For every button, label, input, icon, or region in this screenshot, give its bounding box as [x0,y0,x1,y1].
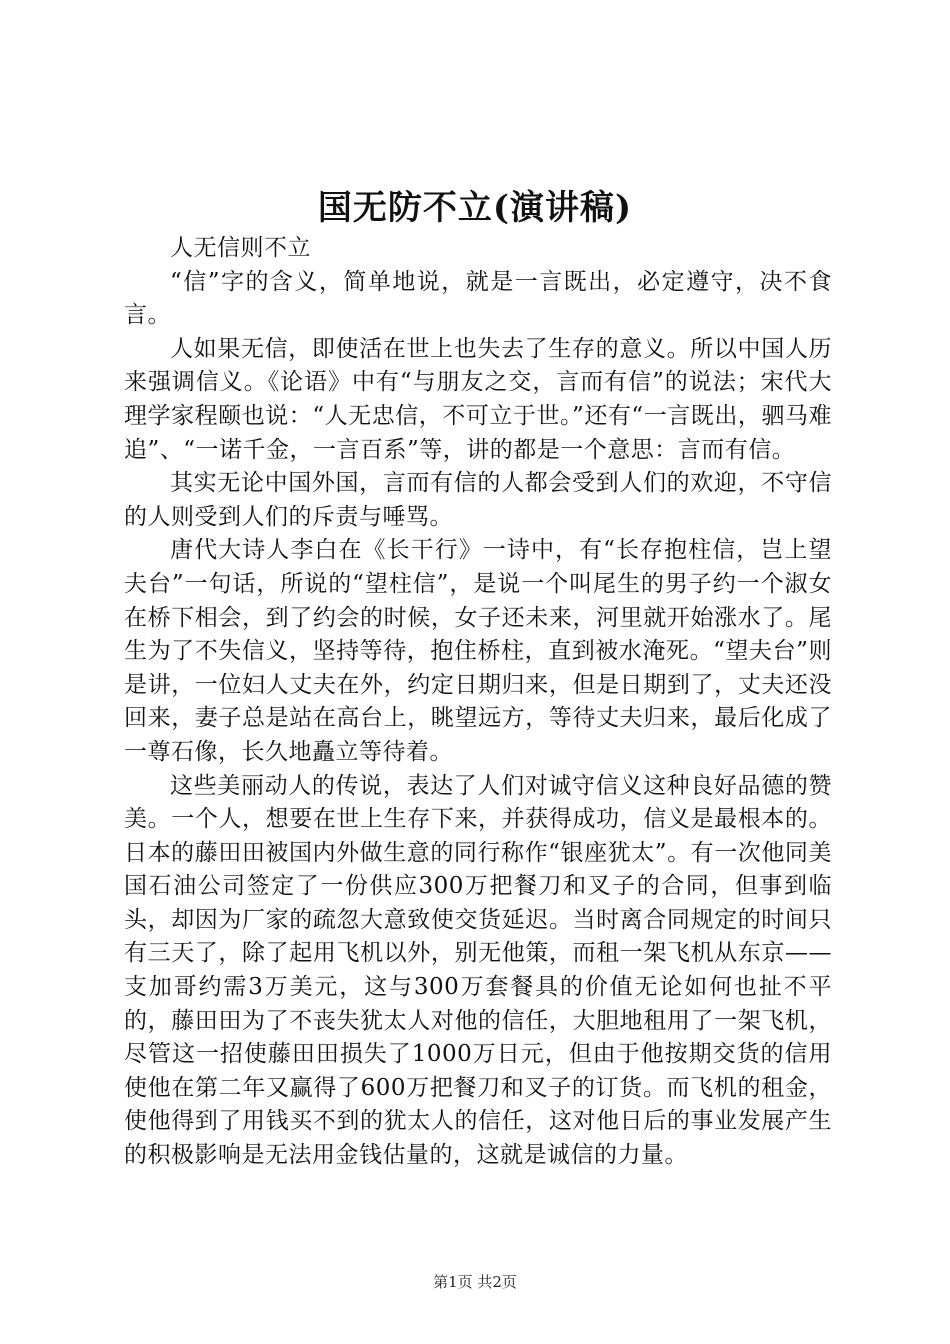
paragraph: 人无信则不立 [170,235,311,261]
paragraph: “信”字的含义，简单地说，就是一言既出，必定遵守，决不食言。 [124,268,832,329]
paragraph: 人如果无信，即使活在世上也失去了生存的意义。所以中国人历来强调信义。《论语》中有“与朋友之交，言而有信”的说法；宋代大理学家程颐也说：“人无忠信，不可立于世。”还有“一言既出，驷马难追”、“一诺千金，一言百系”等，讲的都是一个意思：言而有信。 [124,335,832,463]
paragraph: 唐代大诗人李白在《长干行》一诗中，有“长存抱柱信，岂上望夫台”一句话，所说的“望柱信”，是说一个叫尾生的男子约一个淑女在桥下相会，到了约会的时候，女子还未来，河里就开始涨水了。尾生为了不失信义，坚持等待，抱住桥柱，直到被水淹死。“望夫台”则是讲，一位妇人丈夫在外，约定日期归来，但是日期到了，丈夫还没回来，妻子总是站在高台上，眺望远方，等待丈夫归来，最后化成了一尊石像，长久地矗立等待着。 [124,537,832,765]
document-title: 国无防不立(演讲稿) [317,188,633,228]
page-footer: 第1页 共2页 [433,1273,517,1291]
paragraph: 这些美丽动人的传说，表达了人们对诚守信义这种良好品德的赞美。一个人，想要在世上生存下来，并获得成功，信义是最根本的。日本的藤田田被国内外做生意的同行称作“银座犹太”。有一次他同美国石油公司签定了一份供应300万把餐刀和叉子的合同，但事到临头，却因为厂家的疏忽大意致使交货延迟。当时离合同规定的时间只有三天了，除了起用飞机以外，别无他策，而租一架飞机从东京——支加哥约需3万美元，这与300万套餐具的价值无论如何也扯不平的，藤田田为了不丧失犹太人对他的信任，大胆地租用了一架飞机，尽管这一招使藤田田损失了1000万日元，但由于他按期交货的信用使他在第二年又赢得了600万把餐刀和叉子的订货。而飞机的租金，使他得到了用钱买不到的犹太人的信任，这对他日后的事业发展产生的积极影响是无法用金钱估量的，这就是诚信的力量。 [124,772,832,1169]
document-body [124,232,832,1173]
paragraph: 其实无论中国外国，言而有信的人都会受到人们的欢迎，不守信的人则受到人们的斥责与唾骂。 [124,470,832,530]
